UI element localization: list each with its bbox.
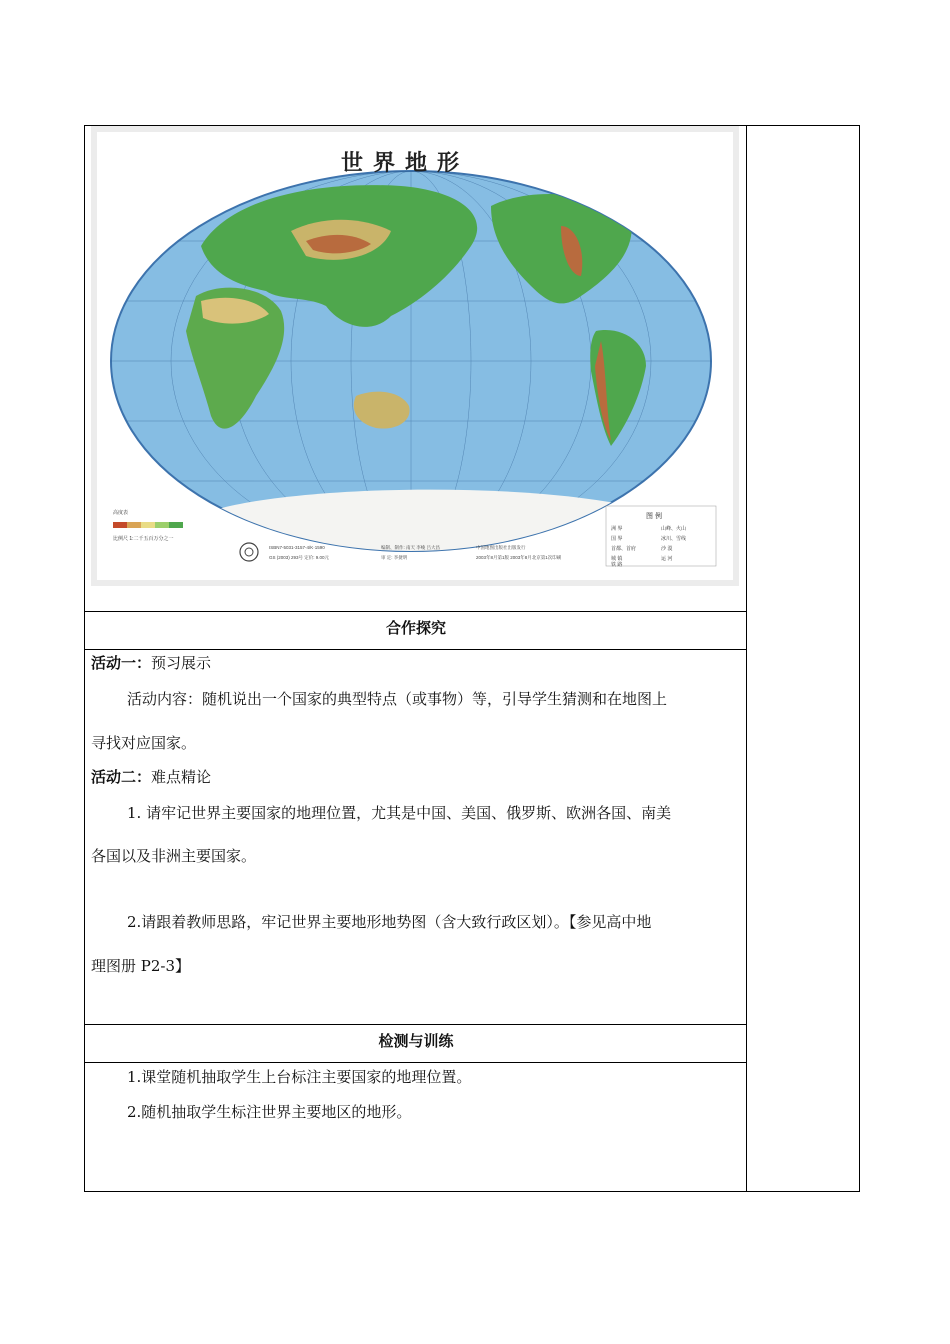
activity1-line: [91, 652, 211, 674]
legend-item: 铁 路: [611, 562, 623, 568]
training-item: 2.随机抽取学生标注世界主要地区的地形。: [127, 1103, 412, 1121]
activity1-content: 寻找对应国家。: [91, 734, 197, 752]
map-legend: [606, 506, 716, 568]
imprint-line: 中国地图出版社出版发行: [476, 545, 526, 550]
legend-item: 运 河: [661, 556, 673, 562]
map-title: 世界地形: [341, 150, 470, 175]
point2: 理图册 P2-3】: [91, 957, 191, 975]
activity1-label: 活动一：: [91, 654, 152, 672]
legend-item: 国 界: [611, 536, 623, 542]
imprint-line: GS (2003) 293号 定价: 9.00元: [269, 555, 330, 560]
activity2-label: 活动二：: [91, 768, 152, 786]
activity2-title: 难点精论: [151, 768, 212, 786]
activity1-content: 活动内容：随机说出一个国家的典型特点（或事物）等，引导学生猜测和在地图上: [127, 690, 668, 708]
lesson-table: [84, 125, 860, 1192]
legend-item: 城 镇: [611, 556, 623, 562]
row-divider: [85, 1062, 747, 1063]
point2: 2.请跟着教师思路，牢记世界主要地形地势图（含大致行政区划）。【参见高中地: [127, 913, 652, 931]
legend-item: 沙 漠: [661, 546, 673, 552]
row-divider: [85, 649, 747, 650]
imprint-line: 2003年8月第1版 2003年8月北京第1次印刷: [476, 555, 562, 560]
imprint-line: 审 定: 李捷明: [381, 555, 408, 560]
imprint-line: ISBN7-5031-3157-4/K·1590: [269, 545, 325, 550]
legend-item: 首都、首府: [611, 546, 637, 552]
world-relief-map: [91, 126, 739, 586]
row-divider: [85, 1024, 747, 1025]
legend-item: 山峰、火山: [661, 526, 687, 532]
activity1-title: 预习展示: [151, 654, 212, 672]
legend-item: 冰川、雪线: [661, 536, 687, 542]
point1: 各国以及非洲主要国家。: [91, 847, 257, 865]
legend-title: 图 例: [646, 513, 662, 520]
section-heading-testing-training: 检测与训练: [378, 1032, 454, 1050]
section-heading-cooperative-inquiry: 合作探究: [385, 619, 446, 637]
imprint-line: 编制、制作: 南天 李峻 吕大昌: [381, 545, 440, 550]
training-item: 1.课堂随机抽取学生上台标注主要国家的地理位置。: [127, 1068, 472, 1086]
row-divider: [85, 611, 747, 612]
point1: 1. 请牢记世界主要国家的地理位置，尤其是中国、美国、俄罗斯、欧洲各国、南美: [127, 804, 672, 822]
activity2-line: [91, 766, 211, 788]
scale-label: 比例尺 1:二千五百万分之一: [113, 536, 174, 542]
legend-item: 洲 界: [611, 526, 623, 532]
elevation-label: 高度表: [113, 510, 129, 516]
